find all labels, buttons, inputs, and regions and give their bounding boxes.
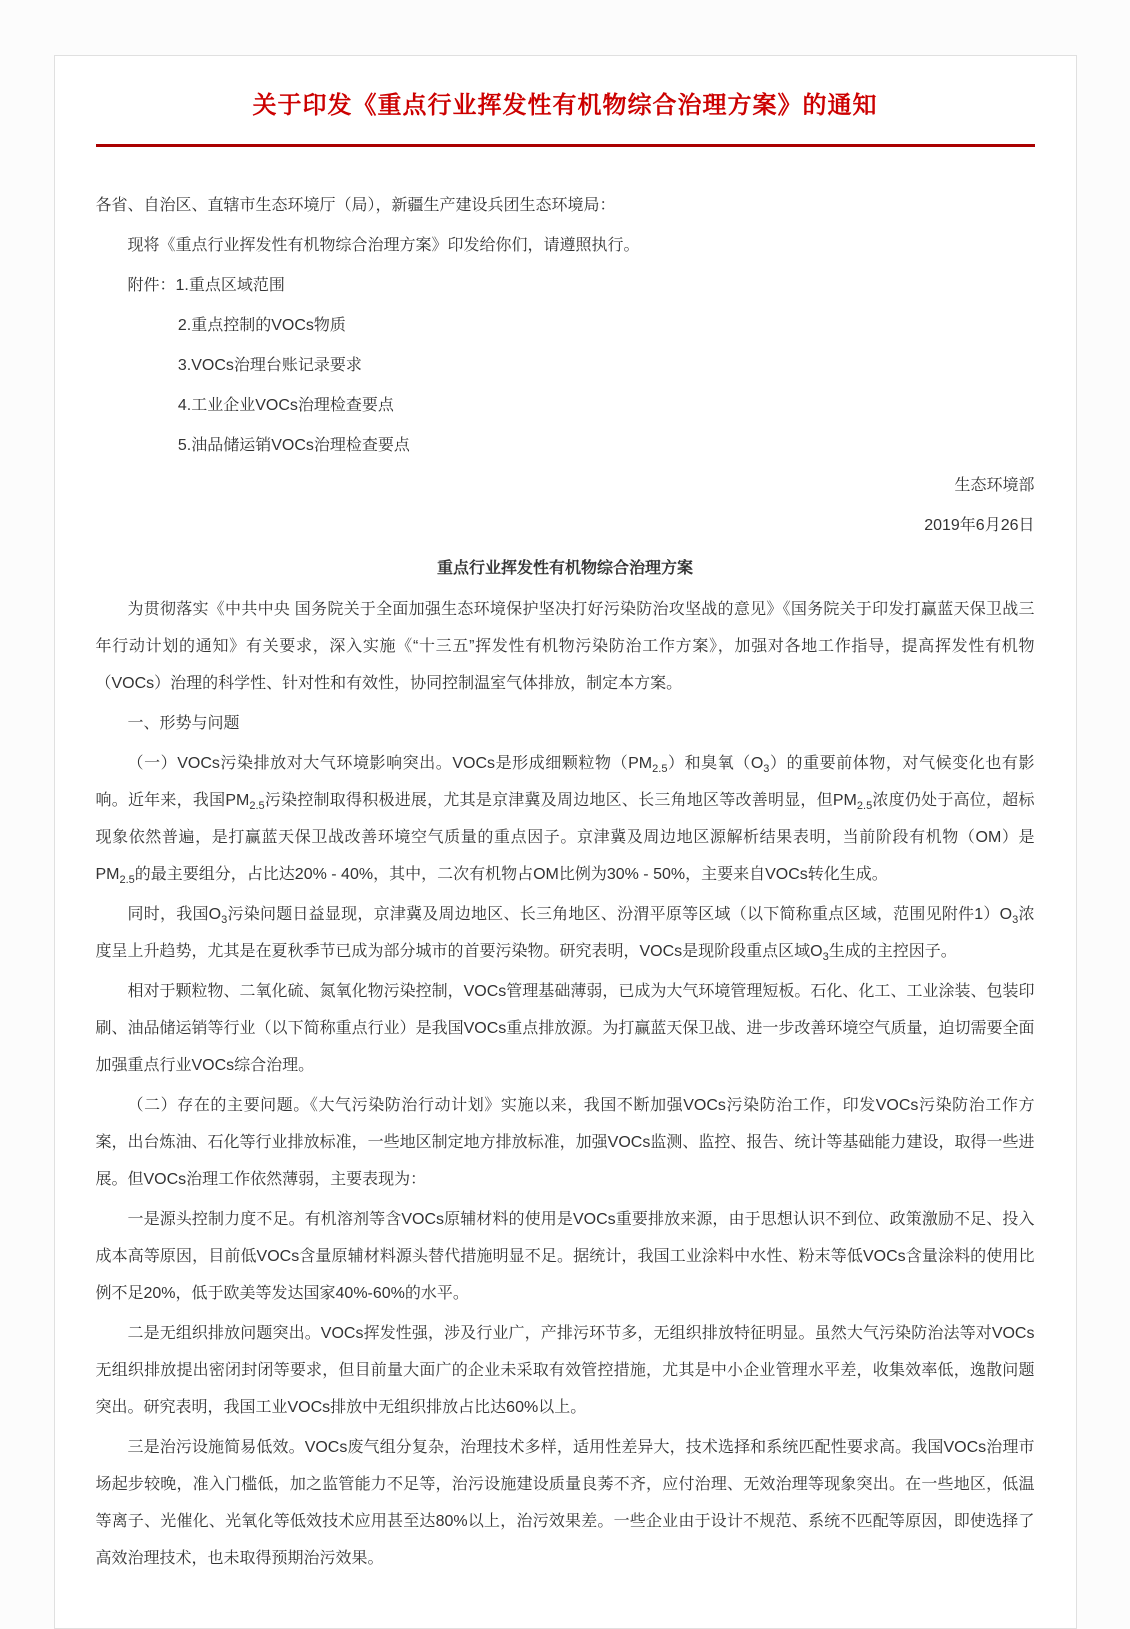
notice-body-line: 现将《重点行业挥发性有机物综合治理方案》印发给你们，请遵照执行。: [127, 237, 640, 254]
attachment-line-5: 5.油品储运销VOCs治理检查要点: [177, 437, 410, 454]
plan-paragraph-3: 同时，我国$O_3$污染问题日益显现，京津冀及周边地区、长三角地区、汾渭平原等区域（以下简称重点区域，范围见附件$1)O_3$浓度呈上升趋势，尤其是在夏秋季节已成为部分城市的首要污染物。研究表明，VOCs是现阶段重点区域$O_3$生成的主控因子。: [95, 906, 1035, 964]
plan-paragraph-4: 相对于颗粒物、二氧化硫、氮氧化物污染控制，VOCs管理基础薄弱，已成为大气环境管理短板。石化、化工、工业涂装、包装印刷、油品储运销等行业（以下简称重点行业）是我国VOCs重点排放源。为打赢蓝天保卫战、进一步改善环境空气质量，迫切需要全面加强重点行业VOCs综合治理。: [95, 983, 1035, 1074]
plan-paragraph-5: （二）存在的主要问题。《大气污染防治行动计划》实施以来，我国不断加强VOCs污染防治工作，印发VOCs污染防治工作方案，出台炼油、石化等行业排放标准，一些地区制定地方排放标准，加强VOCs监测、监控、报告、统计等基础能力建设，取得一些进展。但VOCs治理工作依然薄弱，主要表现为：: [95, 1097, 1035, 1188]
notice-title: 关于印发《重点行业挥发性有机物综合治理方案》的通知: [252, 92, 878, 119]
plan-paragraph-8: 三是治污设施简易低效。VOCs废气组分复杂，治理技术多样，适用性差异大，技术选择和系统匹配性要求高。我国VOCs治理市场起步较晚，准入门槛低，加之监管能力不足等，治污设施建设质量良莠不齐，应付治理、无效治理等现象突出。在一些地区，低温等离子、光催化、光氧化等低效技术应用甚至达80%以上，治污效果差。一些企业由于设计不规范、系统不匹配等原因，即使选择了高效治理技术，也未取得预期治污效果。: [95, 1439, 1035, 1567]
plan-paragraph-1: 为贯彻落实《中共中央 国务院关于全面加强生态环境保护坚决打好污染防治攻坚战的意见》《国务院关于印发打赢蓝天保卫战三年行动计划的通知》有关要求，深入实施《“十三五”挥发性有机物污染防治工作方案》，加强对各地工作指导，提高挥发性有机物（VOCs）治理的科学性、针对性和有效性，协同控制温室气体排放，制定本方案。: [95, 601, 1035, 692]
document-page: [54, 55, 1077, 1629]
plan-section-heading-1: 一、形势与问题: [127, 715, 240, 732]
plan-paragraph-2: （一）VOCs污染排放对大气环境影响突出。VOCs是形成细颗粒物$(PM_{2.5})$和臭氧$(O_3)$的重要前体物，对气候变化也有影响。近年来，我国$PM_{2.5}$污染控制取得积极进展，尤其是京津冀及周边地区、长三角地区等改善明显，但$PM_{2.5}$浓度仍处于高位，超标现象依然普遍，是打赢蓝天保卫战改善环境空气质量的重点因子。京津冀及周边地区源解析结果表明，当前阶段有机物（OM）是$PM_{2.5}$的最主要组分，占比达20% - 40%，其中，二次有机物占OM比例为30% - 50%，主要来自VOCs转化生成。: [95, 755, 1035, 887]
plan-paragraph-7: 二是无组织排放问题突出。VOCs挥发性强，涉及行业广，产排污环节多，无组织排放特征明显。虽然大气污染防治法等对VOCs无组织排放提出密闭封闭等要求，但目前量大面广的企业未采取有效管控措施，尤其是中小企业管理水平差，收集效率低，逸散问题突出。研究表明，我国工业VOCs排放中无组织排放占比达60%以上。: [95, 1325, 1035, 1416]
title-divider-rule: [96, 144, 1035, 147]
attachment-line-1: 附件：1.重点区域范围: [127, 277, 285, 294]
issue-date-line: 2019年6月26日: [924, 517, 1035, 534]
issuer-line: 生态环境部: [954, 477, 1035, 494]
plan-title: 重点行业挥发性有机物综合治理方案: [436, 560, 693, 577]
document-body: [96, 187, 1035, 1577]
attachment-line-2: 2.重点控制的VOCs物质: [177, 317, 346, 334]
plan-paragraph-6: 一是源头控制力度不足。有机溶剂等含VOCs原辅材料的使用是VOCs重要排放来源，由于思想认识不到位、政策激励不足、投入成本高等原因，目前低VOCs含量原辅材料源头替代措施明显不足。据统计，我国工业涂料中水性、粉末等低VOCs含量涂料的使用比例不足20%，低于欧美等发达国家40%-60%的水平。: [95, 1211, 1035, 1302]
salutation-line: 各省、自治区、直辖市生态环境厅（局），新疆生产建设兵团生态环境局：: [95, 197, 616, 214]
attachment-line-4: 4.工业企业VOCs治理检查要点: [177, 397, 394, 414]
attachment-line-3: 3.VOCs治理台账记录要求: [177, 357, 362, 374]
